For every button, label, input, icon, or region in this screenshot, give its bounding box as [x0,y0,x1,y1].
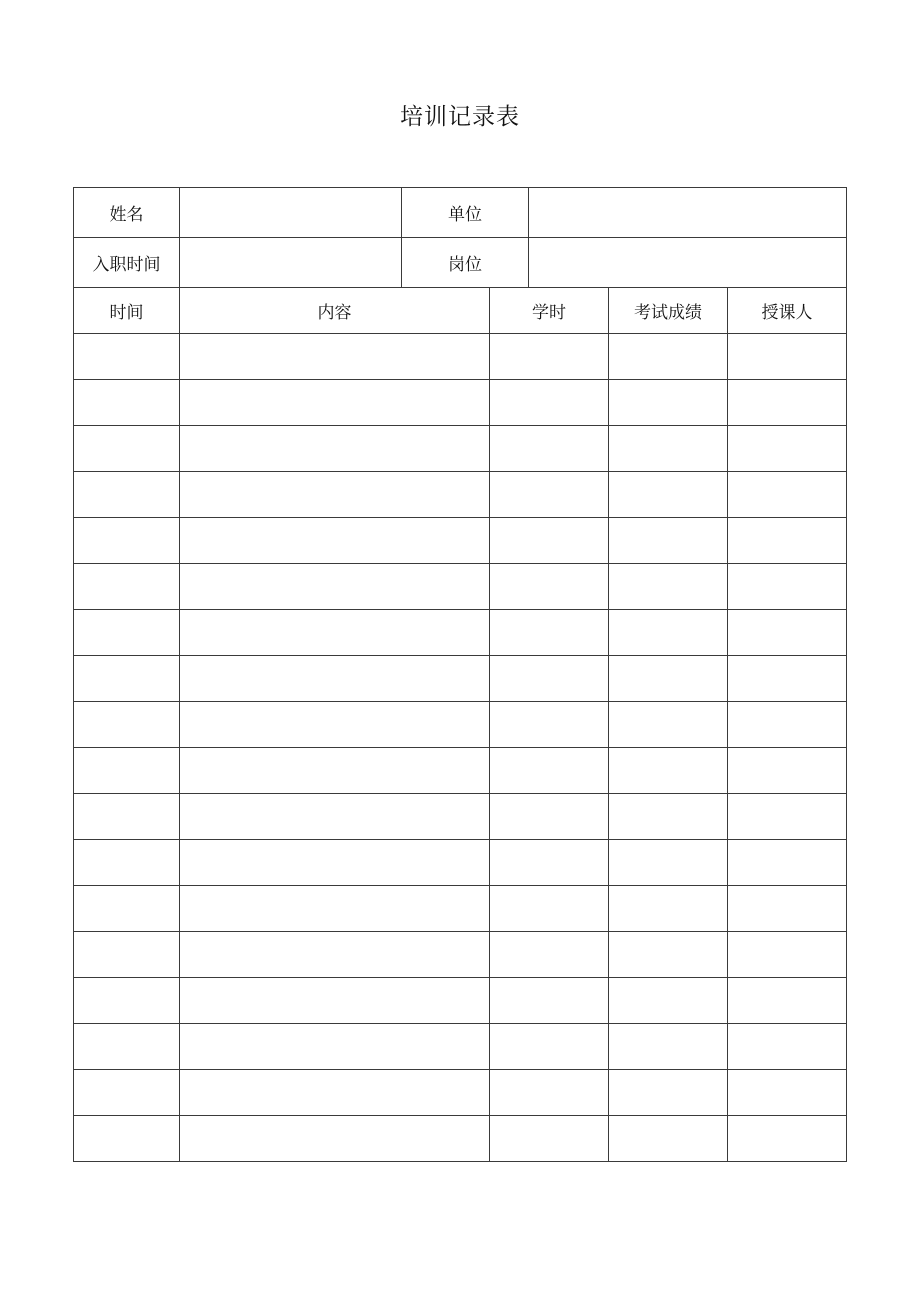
cell-time[interactable] [74,978,180,1024]
cell-content[interactable] [180,794,490,840]
position-label: 岗位 [402,238,529,288]
table-row [74,978,847,1024]
cell-hours[interactable] [490,610,609,656]
cell-hours[interactable] [490,380,609,426]
cell-content[interactable] [180,840,490,886]
cell-instructor[interactable] [728,978,847,1024]
cell-time[interactable] [74,748,180,794]
cell-exam-score[interactable] [609,748,728,794]
header-instructor: 授课人 [728,288,847,334]
table-row [74,518,847,564]
cell-instructor[interactable] [728,932,847,978]
cell-hours[interactable] [490,1070,609,1116]
info-row-1 [74,188,847,238]
cell-content[interactable] [180,426,490,472]
cell-instructor[interactable] [728,472,847,518]
cell-hours[interactable] [490,794,609,840]
cell-time[interactable] [74,472,180,518]
name-label: 姓名 [74,188,180,238]
table-row [74,794,847,840]
cell-exam-score[interactable] [609,1116,728,1162]
cell-content[interactable] [180,1024,490,1070]
training-record-table [73,187,847,1162]
cell-exam-score[interactable] [609,564,728,610]
cell-exam-score[interactable] [609,610,728,656]
header-content: 内容 [180,288,490,334]
table-row [74,334,847,380]
cell-instructor[interactable] [728,426,847,472]
cell-exam-score[interactable] [609,656,728,702]
cell-instructor[interactable] [728,794,847,840]
cell-exam-score[interactable] [609,702,728,748]
document-title: 培训记录表 [400,104,520,130]
cell-instructor[interactable] [728,564,847,610]
cell-hours[interactable] [490,932,609,978]
cell-content[interactable] [180,656,490,702]
table-row [74,1024,847,1070]
cell-content[interactable] [180,978,490,1024]
cell-instructor[interactable] [728,610,847,656]
cell-exam-score[interactable] [609,426,728,472]
cell-instructor[interactable] [728,380,847,426]
table-row [74,1116,847,1162]
cell-time[interactable] [74,886,180,932]
cell-instructor[interactable] [728,656,847,702]
cell-instructor[interactable] [728,886,847,932]
cell-content[interactable] [180,702,490,748]
cell-hours[interactable] [490,1116,609,1162]
cell-time[interactable] [74,518,180,564]
cell-hours[interactable] [490,886,609,932]
unit-field[interactable] [529,188,847,238]
name-field[interactable] [180,188,402,238]
table-row [74,840,847,886]
cell-hours[interactable] [490,978,609,1024]
cell-instructor[interactable] [728,1116,847,1162]
table-row [74,932,847,978]
unit-label: 单位 [402,188,529,238]
cell-time[interactable] [74,840,180,886]
cell-exam-score[interactable] [609,794,728,840]
cell-time[interactable] [74,702,180,748]
cell-instructor[interactable] [728,518,847,564]
hire-date-field[interactable] [180,238,402,288]
cell-content[interactable] [180,564,490,610]
table-row [74,380,847,426]
cell-time[interactable] [74,1116,180,1162]
cell-content[interactable] [180,748,490,794]
cell-content[interactable] [180,932,490,978]
cell-content[interactable] [180,518,490,564]
cell-content[interactable] [180,610,490,656]
cell-time[interactable] [74,564,180,610]
cell-exam-score[interactable] [609,472,728,518]
cell-time[interactable] [74,794,180,840]
cell-exam-score[interactable] [609,1024,728,1070]
cell-time[interactable] [74,334,180,380]
cell-instructor[interactable] [728,1024,847,1070]
cell-time[interactable] [74,610,180,656]
cell-hours[interactable] [490,656,609,702]
cell-hours[interactable] [490,702,609,748]
cell-hours[interactable] [490,518,609,564]
header-hours: 学时 [490,288,609,334]
cell-time[interactable] [74,932,180,978]
header-time: 时间 [74,288,180,334]
table-row [74,564,847,610]
cell-time[interactable] [74,656,180,702]
info-row-2 [74,238,847,288]
table-row [74,702,847,748]
table-row [74,886,847,932]
cell-time[interactable] [74,1070,180,1116]
cell-hours[interactable] [490,334,609,380]
table-row [74,656,847,702]
cell-hours[interactable] [490,1024,609,1070]
cell-content[interactable] [180,334,490,380]
cell-instructor[interactable] [728,1070,847,1116]
cell-exam-score[interactable] [609,380,728,426]
cell-exam-score[interactable] [609,1070,728,1116]
table-row [74,610,847,656]
cell-exam-score[interactable] [609,978,728,1024]
cell-content[interactable] [180,1116,490,1162]
cell-exam-score[interactable] [609,518,728,564]
cell-time[interactable] [74,1024,180,1070]
cell-hours[interactable] [490,472,609,518]
position-field[interactable] [529,238,847,288]
cell-content[interactable] [180,886,490,932]
table-row [74,472,847,518]
cell-time[interactable] [74,380,180,426]
cell-content[interactable] [180,380,490,426]
cell-content[interactable] [180,472,490,518]
cell-hours[interactable] [490,748,609,794]
cell-exam-score[interactable] [609,840,728,886]
cell-content[interactable] [180,1070,490,1116]
cell-instructor[interactable] [728,702,847,748]
cell-exam-score[interactable] [609,932,728,978]
cell-hours[interactable] [490,564,609,610]
header-exam-score: 考试成绩 [609,288,728,334]
cell-exam-score[interactable] [609,886,728,932]
table-row [74,426,847,472]
cell-hours[interactable] [490,426,609,472]
table-row [74,748,847,794]
table-row [74,1070,847,1116]
cell-time[interactable] [74,426,180,472]
cell-instructor[interactable] [728,840,847,886]
cell-exam-score[interactable] [609,334,728,380]
cell-instructor[interactable] [728,334,847,380]
table-header-row [74,288,847,334]
cell-hours[interactable] [490,840,609,886]
hire-date-label: 入职时间 [74,238,180,288]
cell-instructor[interactable] [728,748,847,794]
